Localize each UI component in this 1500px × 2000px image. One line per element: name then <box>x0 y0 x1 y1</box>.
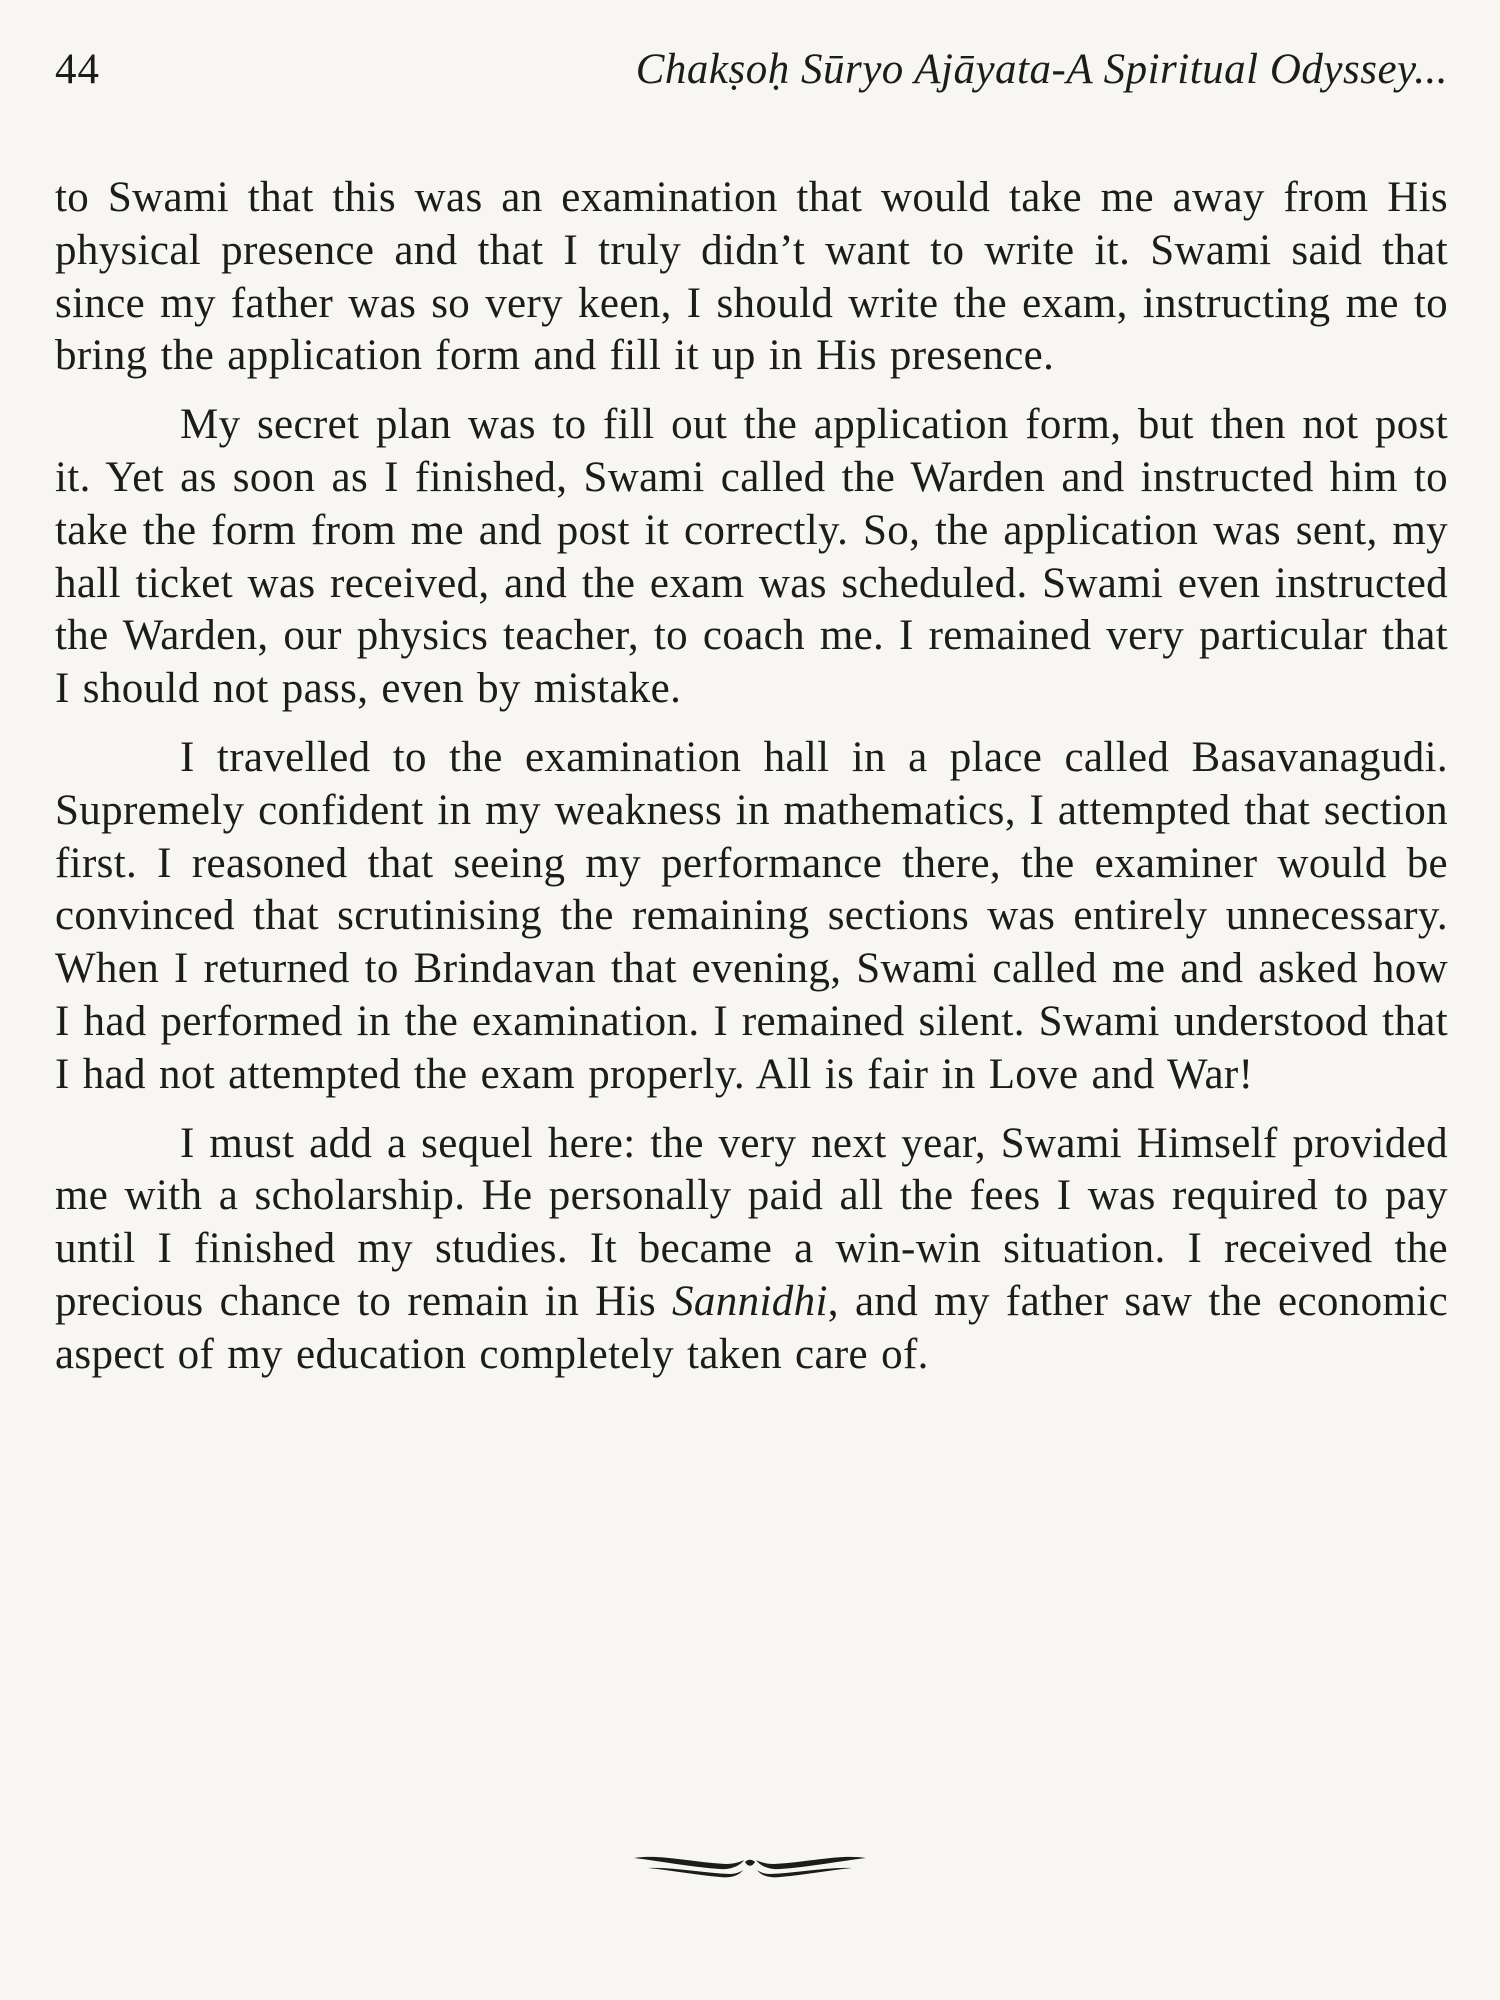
section-break <box>0 1848 1500 1884</box>
paragraph-4-text-after: , and my father saw the economic aspect of my education completely taken care of. <box>55 1277 1449 1378</box>
sannidhi-emphasis: Sannidhi <box>672 1277 828 1325</box>
section-break-flourish-icon <box>630 1848 870 1884</box>
paragraph-1: to Swami that this was an examination that would take me away from His physical presence and that I truly didn’t want to write it. Swami said that since my father was so very keen, I should write the exam, instructing me to bring the application form and fill it up in His presence. <box>55 174 1448 380</box>
paragraph-2: My secret plan was to fill out the application form, but then not post it. Yet as soon as I finished, Swami called the Warden and instructed him to take the form from me and post it correctly. So, the application was sent, my hall ticket was received, and the exam was scheduled. Swami even instructed the Warden, our physics teacher, to coach me. I remained very particular that I should not pass, even by mistake. <box>55 401 1448 713</box>
paragraph-4 <box>55 1118 1448 1382</box>
page-number: 44 <box>55 46 100 93</box>
paragraph-4-text-before: I must add a sequel here: the very next year, Swami Himself provided me with a scholarship. He personally paid all the fees I was required to pay until I finished my studies. It became a win-win situation. I received the precious chance to remain in His <box>55 1119 1448 1325</box>
running-head <box>55 40 1448 100</box>
paragraph-3: I travelled to the examination hall in a place called Basavanagudi. Supremely confident in my weakness in mathematics, I attempted that section first. I reasoned that seeing my performance there, the examiner would be convinced that scrutinising the remaining sections was entirely unnecessary. When I returned to Brindavan that evening, Swami called me and asked how I had performed in the examination. I remained silent. Swami understood that I had not attempted the exam properly. All is fair in Love and War! <box>55 733 1448 1098</box>
body-text <box>55 172 1448 1382</box>
running-title: Chakṣoḥ Sūryo Ajāyata-A Spiritual Odyssey... <box>635 46 1448 93</box>
